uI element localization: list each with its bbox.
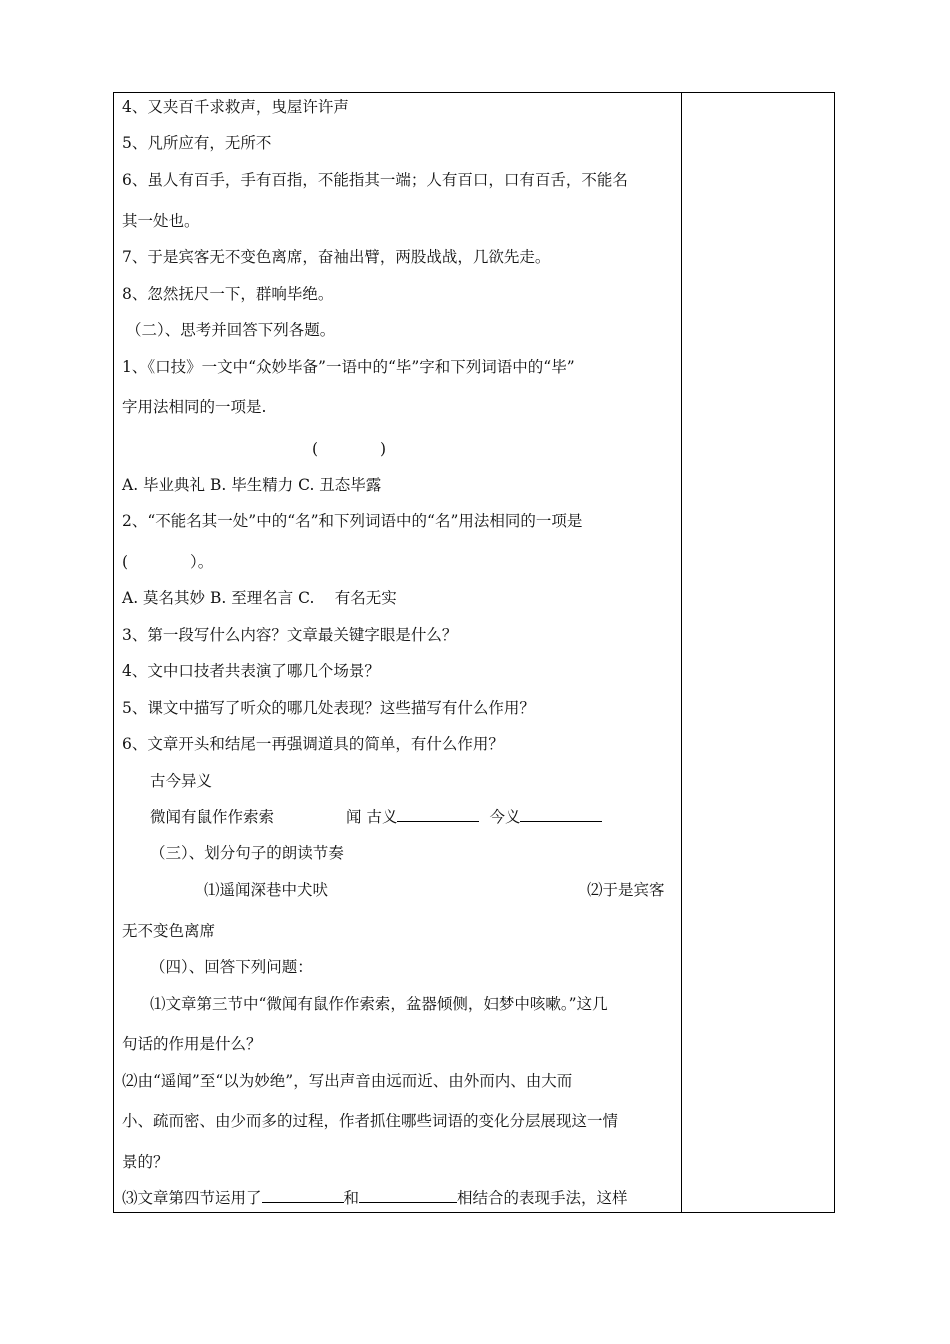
text-line: 4、文中口技者共表演了哪几个场景？ [122, 662, 380, 680]
section-heading: （二）、思考并回答下列各题。 [126, 321, 336, 339]
text-line [122, 1188, 628, 1208]
text-line: 小、疏而密、由少而多的过程，作者抓住哪些词语的变化分层展现这一情 [122, 1112, 619, 1130]
text-line: 4、又夹百千求救声，曳屋许许声 [122, 98, 349, 116]
text-line: 字用法相同的一项是. [122, 398, 267, 416]
text-line: ⑵于是宾客 [587, 881, 665, 899]
text-line: 景的？ [122, 1153, 169, 1171]
choice-line: A. 毕业典礼 B. 毕生精力 C. 丑态毕露 [122, 476, 382, 494]
text-line: 句话的作用是什么？ [122, 1035, 262, 1053]
text-line: 6、文章开头和结尾一再强调道具的简单，有什么作用？ [122, 735, 504, 753]
text-line: ⑴文章第三节中“微闻有鼠作作索索，盆器倾侧，妇梦中咳嗽。”这几 [150, 995, 608, 1013]
text-line: 3、第一段写什么内容？文章最关键字眼是什么？ [122, 626, 458, 644]
fill-blank [262, 1188, 344, 1203]
fill-blank [520, 807, 602, 822]
section-heading: （三）、划分句子的朗读节奏 [150, 844, 344, 862]
text-line: 5、凡所应有，无所不 [122, 134, 272, 152]
text-line: 7、于是宾客无不变色离席，奋袖出臂，两股战战，几欲先走。 [122, 248, 551, 266]
text-line: ⑴遥闻深巷中犬吠 [204, 881, 329, 899]
text-line: 5、课文中描写了听众的哪几处表现？这些描写有什么作用？ [122, 699, 535, 717]
text-line: ⑵由“遥闻”至“以为妙绝”，写出声音由远而近、由外而内、由大而 [122, 1072, 573, 1090]
answer-bracket: ( ) [312, 440, 387, 458]
text-line: 8、忽然抚尺一下，群响毕绝。 [122, 285, 334, 303]
word-label: 今义 [489, 808, 521, 826]
text-line: 6、虽人有百手，手有百指，不能指其一端；人有百口，口有百舌，不能名 [122, 171, 628, 189]
subheading: 古今异义 [150, 772, 213, 790]
answer-bracket: ( ）。 [122, 553, 214, 571]
section-heading: （四）、回答下列问题： [150, 958, 313, 976]
text-line [150, 807, 602, 827]
text-line: 其一处也。 [122, 212, 200, 230]
text-segment: ⑶文章第四节运用了 [122, 1189, 262, 1207]
text-line: 1、《口技》一文中“众妙毕备”一语中的“毕”字和下列词语中的“毕” [122, 358, 575, 376]
choice-line: A. 莫名其妙 B. 至理名言 C. 有名无实 [122, 589, 397, 607]
notes-column [681, 93, 682, 1212]
fill-blank [397, 807, 479, 822]
text-segment: 相结合的表现手法，这样 [457, 1189, 628, 1207]
phrase: 微闻有鼠作作索索 [150, 808, 275, 826]
word-label: 闻 古义 [346, 808, 398, 826]
text-line: 无不变色离席 [122, 922, 216, 940]
worksheet-table [113, 92, 835, 1213]
text-segment: 和 [343, 1189, 360, 1207]
fill-blank [359, 1188, 457, 1203]
text-line: 2、“不能名其一处”中的“名”和下列词语中的“名”用法相同的一项是 [122, 512, 583, 530]
